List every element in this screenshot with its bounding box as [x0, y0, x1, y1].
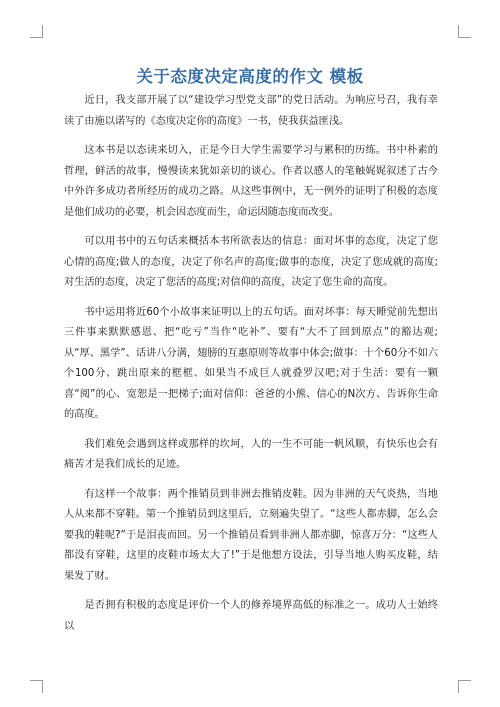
page-corner-mark-top-right — [458, 25, 471, 38]
document-body — [64, 91, 438, 646]
document-title: 关于态度决定高度的作文 模板 — [136, 67, 364, 86]
paragraph: 书中运用将近60个小故事来证明以上的五句话。面对坏事：每天睡觉前先想出三件事来默默感恩、把“吃亏”当作“吃补”、要有“大不了回到原点”的豁达观;从“厚、黑学”、话讲八分满，翅膀的互惠原则等故事中体会;做事：十个60分不如六个100分、跳出原来的框框、如果当不成巨人就叠罗汉吧;对于生活：要有一颗喜“阅”的心、宽恕是一把梯子;面对信仰：爸爸的小熊、信心的N次方、告诉你生命的高度。 — [64, 306, 438, 420]
paragraph: 我们难免会遇到这样或那样的坎坷，人的一生不可能一帆风顺，有快乐也会有痛苦才是我们成长的足迹。 — [64, 438, 438, 470]
paragraph: 可以用书中的五句话来概括本书所欲表达的信息：面对坏事的态度，决定了您心情的高度;做人的态度，决定了你名声的高度;做事的态度，决定了您成就的高度;对生活的态度，决定了您活的高度;对信仰的高度，决定了您生命的高度。 — [64, 236, 438, 288]
paragraph: 有这样一个故事：两个推销员到非洲去推销皮鞋。因为非洲的天气炎热，当地人从来都不穿鞋。第一个推销员到这里后，立刻遍失望了。“这些人都赤脚，怎么会要我的鞋呢?”于是泪丧而回。另一个推销员看到非洲人都赤脚，惊喜万分：“这些人都没有穿鞋，这里的皮鞋市场太大了!”于是他想方设法，引导当地人购买皮鞋，结果发了财。 — [64, 488, 438, 582]
page-corner-mark-bottom-left — [30, 680, 43, 693]
paragraph: 是否拥有积极的态度是评价一个人的修养境界高低的标准之一。成功人士始终以 — [64, 600, 438, 632]
page-corner-mark-top-left — [30, 25, 43, 38]
paragraph: 这本书是以态读来切入，正是今日大学生需要学习与累积的历练。书中朴素的哲理，鲜活的故事，慢慢读来犹如亲切的谈心。作者以感人的笔触娓娓叙述了古今中外许多成功者所经历的成功之路。从这些事例中，无一例外的证明了积极的态度是他们成功的必要，机会因态度而生，命运因随态度而改变。 — [64, 145, 438, 218]
paragraph: 近日，我支部开展了以“建设学习型党支部”的党日活动。为响应号召，我有幸读了由施以诺写的《态度决定你的高度》一书，使我获益匪浅。 — [64, 95, 438, 127]
page-corner-mark-bottom-right — [458, 680, 471, 693]
